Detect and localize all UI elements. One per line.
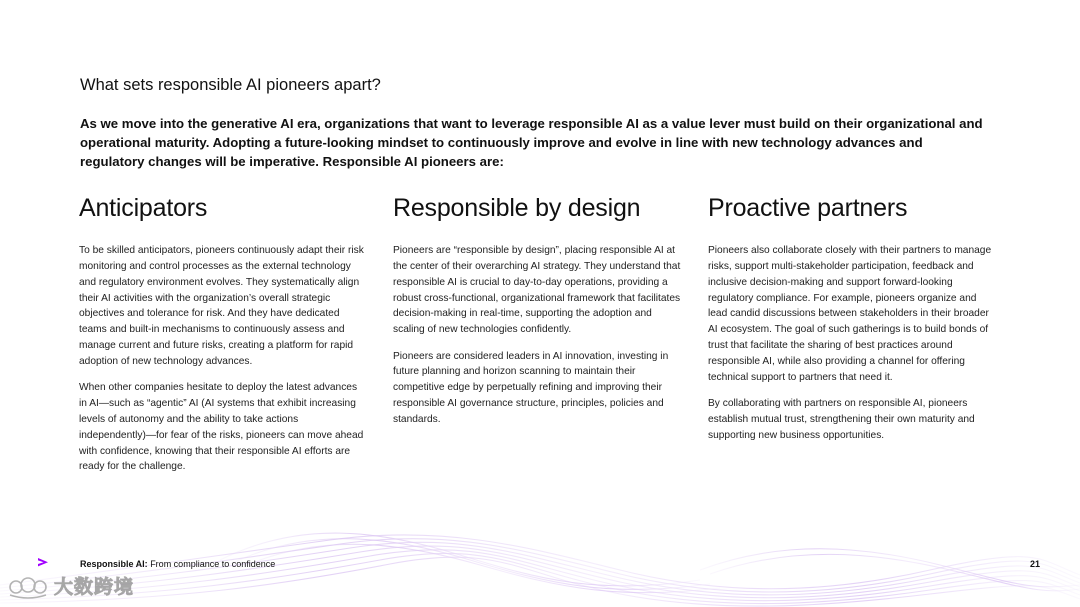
column-paragraph: To be skilled anticipators, pioneers continuously adapt their risk monitoring and control processes as the external technology and regulatory environment evolves. They systematically align their AI activities with the organization’s overall strategic objectives and tolerance for risk. And they have dedicated teams and built-in mechanisms to continuously assess and manage current and future risks, creating a platform for rapid adoption of new technology advances.: [79, 245, 364, 367]
column-paragraph: When other companies hesitate to deploy the latest advances in AI—such as “agentic” AI (AI systems that exhibit increasing levels of autonomy and the ability to take actions independently)—for fear of the risks, pioneers can move ahead with confidence, knowing that their responsible AI efforts are ready for the challenge.: [79, 382, 364, 473]
column-paragraph: By collaborating with partners on responsible AI, pioneers establish mutual trust, strengthening their own maturity and supporting new business opportunities.: [708, 398, 975, 441]
column-paragraph: Pioneers are considered leaders in AI innovation, investing in future planning and horizon scanning to maintain their competitive edge by perpetually refining and improving their responsible AI governance structure, principles, policies and standards.: [393, 350, 669, 425]
accenture-chevron-icon: [36, 556, 50, 570]
column-paragraph: Pioneers are “responsible by design”, placing responsible AI at the center of their overarching AI strategy. They understand that responsible AI is crucial to day-to-day operations, providing a robust cross-functional, organizational framework that facilitates decision-making in real-time, supporting the adoption and scaling of new technologies confidently.: [393, 245, 681, 336]
column-proactive-partners: [708, 192, 996, 454]
page-number: 21: [1029, 559, 1040, 569]
decorative-wave-background: [0, 500, 1080, 607]
footer-title-subtitle: From compliance to confidence: [147, 559, 276, 569]
intro-paragraph: As we move into the generative AI era, organizations that want to leverage responsible AI as a value lever must build on their organizational and operational maturity. Adopting a future-looking mindset to continuously improve and evolve in line with new technology advances and regulatory changes will be imperative. Responsible AI pioneers are:: [80, 116, 983, 169]
footer-title-bold: Responsible AI:: [80, 559, 148, 569]
column-anticipators: [79, 192, 367, 486]
column-title: Anticipators: [79, 194, 208, 222]
page-heading: What sets responsible AI pioneers apart?: [80, 76, 381, 94]
column-responsible-by-design: [393, 192, 681, 438]
footer-title: [80, 559, 275, 569]
watermark-logo-icon: [6, 571, 50, 599]
column-paragraph: Pioneers also collaborate closely with their partners to manage risks, support multi-stakeholder participation, feedback and inclusive decision-making and support forward-looking regulatory compliance. For example, pioneers organize and lead candid discussions between stakeholders in their broader AI ecosystem. The goal of such gatherings is to build bonds of trust that facilitate the sharing of best practices around responsible AI, while also providing a channel for offering technical support to partners that need it.: [708, 245, 992, 383]
column-title: Proactive partners: [708, 194, 908, 222]
watermark: [6, 571, 134, 599]
watermark-text: 大数跨境: [54, 575, 135, 598]
column-title: Responsible by design: [393, 194, 641, 222]
